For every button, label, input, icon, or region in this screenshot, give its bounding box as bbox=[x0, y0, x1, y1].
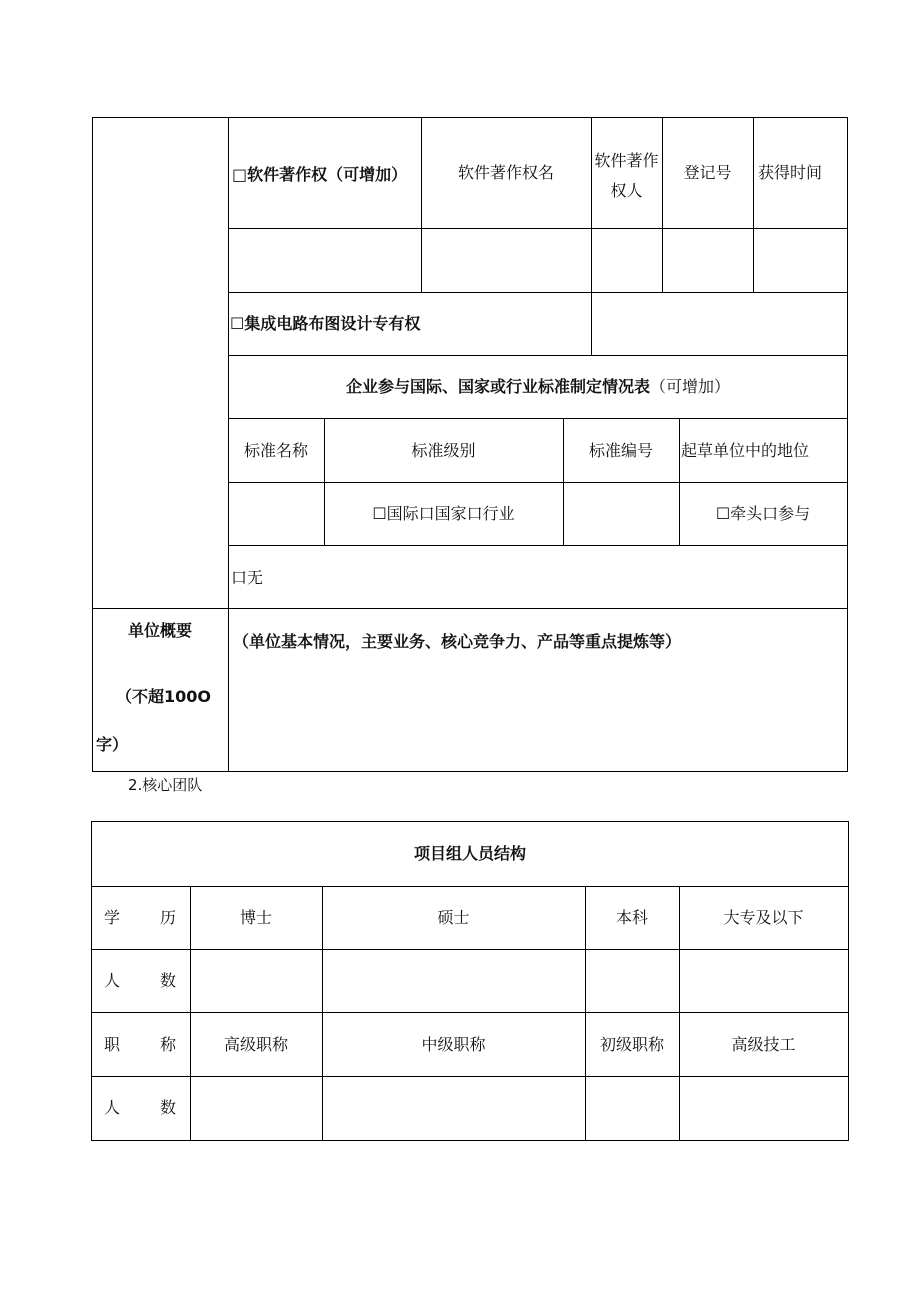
table-border bbox=[92, 117, 93, 772]
software-copyright-label: □软件著作权（可增加） bbox=[232, 165, 408, 184]
header-standard-name: 标准名称 bbox=[243, 441, 308, 460]
standards-title bbox=[228, 376, 848, 398]
standards-none-option: 口无 bbox=[231, 568, 264, 587]
overview-label-line1: 单位概要 bbox=[127, 621, 192, 640]
count-label-b: 数 bbox=[160, 1098, 177, 1117]
table-border bbox=[91, 821, 849, 822]
header-software-owner-line1: 软件著作 bbox=[594, 151, 659, 170]
table-border bbox=[91, 821, 92, 1141]
table-rule bbox=[421, 117, 422, 292]
table-border bbox=[92, 771, 848, 772]
table-rule bbox=[662, 117, 663, 292]
title-junior: 初级职称 bbox=[599, 1035, 664, 1054]
education-phd: 博士 bbox=[239, 908, 272, 927]
table-rule bbox=[228, 418, 848, 419]
table-border bbox=[92, 117, 848, 118]
education-label-b: 历 bbox=[160, 908, 177, 927]
table-rule bbox=[679, 418, 680, 545]
table-rule bbox=[91, 1012, 849, 1013]
table-border bbox=[847, 117, 848, 772]
overview-label-line2: （不超100O bbox=[116, 687, 212, 706]
table-rule bbox=[228, 228, 848, 229]
title-intermediate: 中级职称 bbox=[421, 1035, 486, 1054]
header-software-owner-line2: 权人 bbox=[610, 181, 643, 200]
table-rule bbox=[228, 292, 848, 293]
count-label-a: 人 bbox=[104, 971, 121, 990]
table-rule bbox=[91, 1076, 849, 1077]
standards-title-main: 企业参与国际、国家或行业标准制定情况表 bbox=[345, 377, 650, 396]
drafting-role-options: ☐牵头口参与 bbox=[715, 504, 811, 523]
header-standard-number: 标准编号 bbox=[588, 441, 653, 460]
header-drafting-role: 起草单位中的地位 bbox=[681, 441, 810, 460]
education-bachelor: 本科 bbox=[615, 908, 648, 927]
education-college: 大专及以下 bbox=[723, 908, 804, 927]
title-label-b: 称 bbox=[160, 1035, 177, 1054]
count-label-a: 人 bbox=[104, 1098, 121, 1117]
education-label-a: 学 bbox=[104, 908, 121, 927]
table-rule bbox=[92, 608, 848, 609]
table-rule bbox=[324, 418, 325, 545]
title-senior-technician: 高级技工 bbox=[731, 1035, 796, 1054]
team-table-title: 项目组人员结构 bbox=[413, 844, 526, 863]
count-label-b: 数 bbox=[160, 971, 177, 990]
table-rule bbox=[91, 886, 849, 887]
table-rule bbox=[563, 418, 564, 545]
table-rule bbox=[91, 949, 849, 950]
table-border bbox=[91, 1140, 849, 1141]
standard-level-options: ☐国际口国家口行业 bbox=[372, 504, 515, 523]
table-rule bbox=[228, 355, 848, 356]
table-border bbox=[848, 821, 849, 1141]
table-rule bbox=[753, 117, 754, 292]
table-rule bbox=[228, 482, 848, 483]
standards-title-suffix: （可增加） bbox=[650, 377, 731, 396]
ic-layout-label: ☐集成电路布图设计专有权 bbox=[230, 314, 421, 333]
education-master: 硕士 bbox=[437, 908, 470, 927]
title-senior: 高级职称 bbox=[223, 1035, 288, 1054]
header-acquired-time: 获得时间 bbox=[757, 163, 822, 182]
table-rule bbox=[228, 545, 848, 546]
overview-content-hint: （单位基本情况，主要业务、核心竞争力、产品等重点提炼等） bbox=[233, 632, 682, 651]
header-registration-number: 登记号 bbox=[683, 163, 732, 182]
section-title: 2.核心团队 bbox=[128, 776, 203, 794]
header-standard-level: 标准级别 bbox=[411, 441, 476, 460]
title-label-a: 职 bbox=[104, 1035, 121, 1054]
header-software-name: 软件著作权名 bbox=[457, 163, 554, 182]
overview-label-line3: 字） bbox=[96, 735, 129, 754]
